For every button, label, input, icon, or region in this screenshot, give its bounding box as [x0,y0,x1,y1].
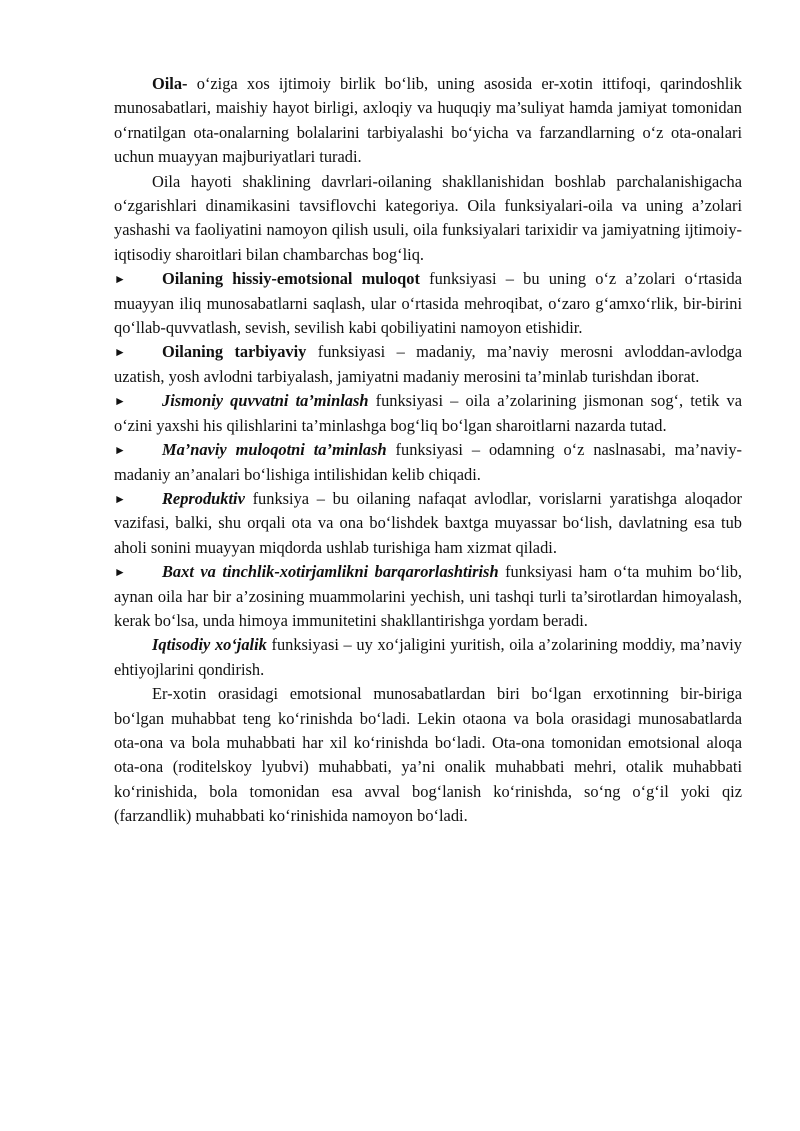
paragraph-text: funksiyasi – uy xo‘jaligini yuritish, oila a’zolarining moddiy, ma’naviy ehtiyojlarini qondirish. [114,635,742,679]
paragraph-text: funksiyasi ham o‘ta muhim bo‘lib, aynan oila har bir a’zosining muammolarini yechish, uni tashqi turli ta’sirotlardan himoyalash, kerak bo‘lsa, unda himoya immunitetini shakllantirishga yordam beradi. [114,562,742,630]
paragraph-iqtisodiy [114,633,742,682]
term-tarbiyaviy: Oilaning tarbiyaviy [162,342,307,362]
paragraph-text: funksiyasi – madaniy, ma’naviy merosni avloddan-avlodga uzatish, yosh avlodni tarbiyalash, jamiyatni madaniy merosini ta’minlab turishdan iborat. [114,342,742,386]
paragraph-text: funksiyasi – bu uning o‘z a’zolari o‘rtasida muayyan iliq munosabatlarni saqlash, ular o‘rtasida mehroqibat, o‘zaro g‘amxo‘rlik, bir-birini qo‘llab-quvvatlash, sevish, sevilish kabi qobiliyatini namoyon etishidir. [114,269,742,338]
bullet-arrow-icon: ► [114,491,126,506]
bullet-tarbiyaviy [114,340,742,389]
paragraph-text: funksiya – bu oilaning nafaqat avlodlar, vorislarni yaratishga aloqador vazifasi, balki, shu orqali ota va ona bo‘lishdek baxtga muyassar bo‘lish, davlatning esa tub aholi sonini muayyan miqdorda ushlab turishiga ham xizmat qiladi. [114,488,742,557]
bullet-arrow-icon: ► [114,394,126,409]
bullet-arrow-icon: ► [114,345,126,360]
document-page [114,72,742,829]
term-jismoniy-quvvat: Jismoniy quvvatni ta’minlash [162,391,369,411]
paragraph-text: Er-xotin orasidagi emotsional munosabatlardan biri bo‘lgan erxotinning bir-biriga bo‘lgan muhabbat teng ko‘rinishda bo‘ladi. Lekin otaona va bola orasidagi munosabatlarda ota-ona va bola muhabbati har xil ko‘rinishda bo‘ladi. Ota-ona tomonidan emotsional aloqa ota-ona (roditelskoy lyubvi) muhabbati, ya’ni onalik muhabbati mehri, otalik muhabbati ko‘rinishida, bola tomonidan esa avval bog‘lanish ko‘rinishda, so‘ng o‘g‘il yoki qiz (farzandlik) muhabbati ko‘rinishida namoyon bo‘ladi. [114,684,742,826]
term-reproduktiv: Reproduktiv [162,488,245,508]
paragraph-text: Oila hayoti shaklining davrlari-oilaning shakllanishidan boshlab parchalanishigacha o‘zgarishlari dinamikasini tavsiflovchi kategoriya. Oila funksiyalari-oila va uning a’zolari yashashi va faoliyatini namoyon qilish usuli, oila funksiyalari tarixidir va jamiyatning ijtimoiy-iqtisodiy sharoitlari bilan chambarchas bog‘liq. [114,171,742,264]
term-oila: Oila- [152,74,188,93]
bullet-jismoniy-quvvat [114,389,742,438]
bullet-arrow-icon: ► [114,272,126,287]
paragraph-text: o‘ziga xos ijtimoiy birlik bo‘lib, uning asosida er-xotin ittifoqi, qarindoshlik munosabatlari, maishiy hayot birligi, axloqiy va huquqiy ma’suliyat hamda jamiyat tomonidan o‘rnatilgan ota-onalarning bolalarini tarbiyalashi bo‘yicha va farzandlarning o‘z ota-onalari uchun muayyan majburiyatlari turadi. [114,74,742,167]
term-baxt-tinchlik: Baxt va tinchlik-xotirjamlikni barqarorlashtirish [162,562,499,582]
bullet-arrow-icon: ► [114,565,126,580]
bullet-manaviy-muloqot [114,438,742,487]
paragraph-text: funksiyasi – oila a’zolarining jismonan sog‘, tetik va o‘zini yaxshi his qilishlarini ta’minlashga bog‘liq bo‘lgan sharoitlarni nazarda tutad. [114,391,742,435]
bullet-reproduktiv [114,487,742,560]
term-iqtisodiy: Iqtisodiy xo‘jalik [152,635,267,655]
bullet-hissiy-emotsional [114,267,742,340]
paragraph-oila-definition [114,72,742,170]
bullet-arrow-icon: ► [114,443,126,458]
bullet-baxt-tinchlik [114,560,742,633]
paragraph-text: funksiyasi – odamning o‘z naslnasabi, ma’naviy-madaniy an’analari bo‘lishiga intilishidan kelib chiqadi. [114,440,742,484]
paragraph-oila-hayoti [114,170,742,268]
paragraph-er-xotin [114,682,742,828]
term-manaviy-muloqot: Ma’naviy muloqotni ta’minlash [162,440,387,460]
term-hissiy-emotsional: Oilaning hissiy-emotsional muloqot [162,269,420,289]
